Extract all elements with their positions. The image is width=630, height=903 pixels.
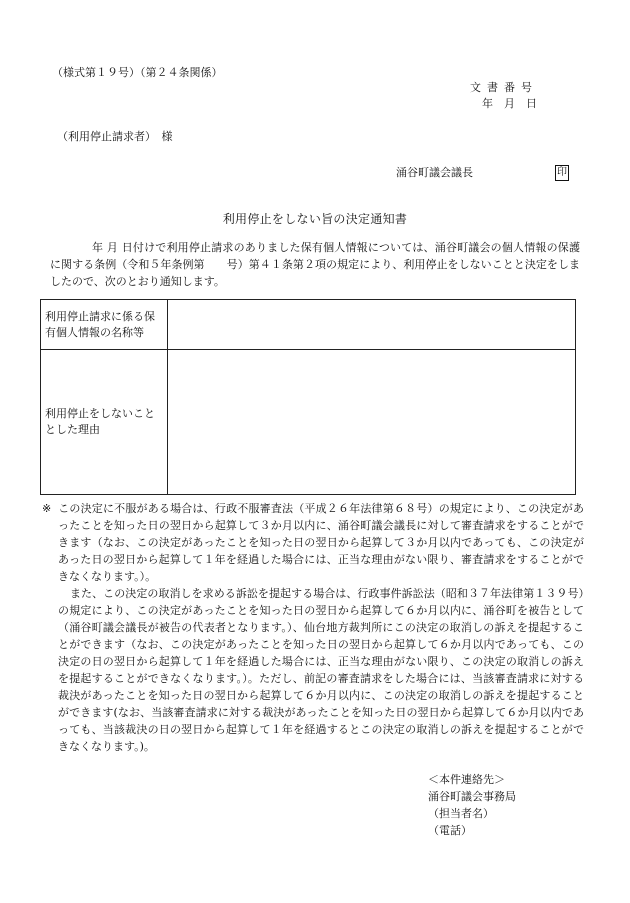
table-row [41,350,576,495]
appeal-note [42,500,584,755]
document-title: 利用停止をしない旨の決定通知書 [222,212,408,226]
note-text-1: この決定に不服がある場合は、行政不服審査法（平成２６年法律第６８号）の規定により、この決定があったことを知った日の翌日から起算して３か月以内に、涌谷町議会議長に対して審査請求をすることができます（なお、この決定があったことを知った日の翌日から起算して３か月以内であっても、この決定があった日の翌日から起算して１年を経過した場合には、正当な理由がない限り、審査請求をすることができなくなります。）。 [58,502,584,583]
contact-block [428,771,516,839]
reason-label: 利用停止をしないこととした理由 [41,350,168,495]
contact-heading: ＜本件連絡先＞ [428,773,505,786]
document-date-label: 年 月 日 [482,97,537,110]
recipient-line: （利用停止請求者） 様 [57,130,173,143]
seal-mark: 印 [555,165,569,181]
document-number-label: 文書番号 [470,81,538,94]
contact-phone: （電話） [428,824,472,837]
contact-person: （担当者名） [428,807,494,820]
note-paragraph-2: また、この決定の取消しを求める訴訟を提起する場合は、行政事件訴訟法（昭和３７年法律第１３９号）の規定により、この決定があったことを知った日の翌日から起算して６か月以内に、涌谷町を被告として（涌谷町議会議長が被告の代表者となります。）、仙台地方裁判所にこの決定の取消しの訴えを提起することができます（なお、この決定があったことを知った日の翌日から起算して６か月以内であっても、この決定の日の翌日から起算して１年を経過した場合には、正当な理由がない限り、この決定の取消しの訴えを提起することができなくなります。）。ただし、前記の審査請求をした場合には、当該審査請求に対する裁決があったことを知った日の翌日から起算して６か月以内に、この決定の取消しの訴えを提起することができます(なお、当該審査請求に対する裁決があったことを知った日の翌日から起算して６か月以内であっても、当該裁決の日の翌日から起算して１年を経過するとこの決定の取消しの訴えを提起することができなくなります。)。 [58,587,584,753]
target-info-value [168,300,576,350]
info-table [40,299,576,495]
intro-paragraph: 年 月 日付けで利用停止請求のありました保有個人情報については、涌谷町議会の個人情報の保護に関する条例（令和５年条例第 号）第４１条第２項の規定により、利用停止をしないことと決定をしましたので、次のとおり通知します。 [50,241,580,288]
form-number: （様式第１９号）（第２４条関係） [52,66,223,79]
table-row [41,300,576,350]
note-paragraph-1 [42,500,584,585]
sender-name: 涌谷町議会議長 [396,166,473,179]
contact-office: 涌谷町議会事務局 [428,790,516,803]
target-info-label: 利用停止請求に係る保有個人情報の名称等 [41,300,168,350]
note-mark: ※ [42,502,52,515]
reason-value [168,350,576,495]
